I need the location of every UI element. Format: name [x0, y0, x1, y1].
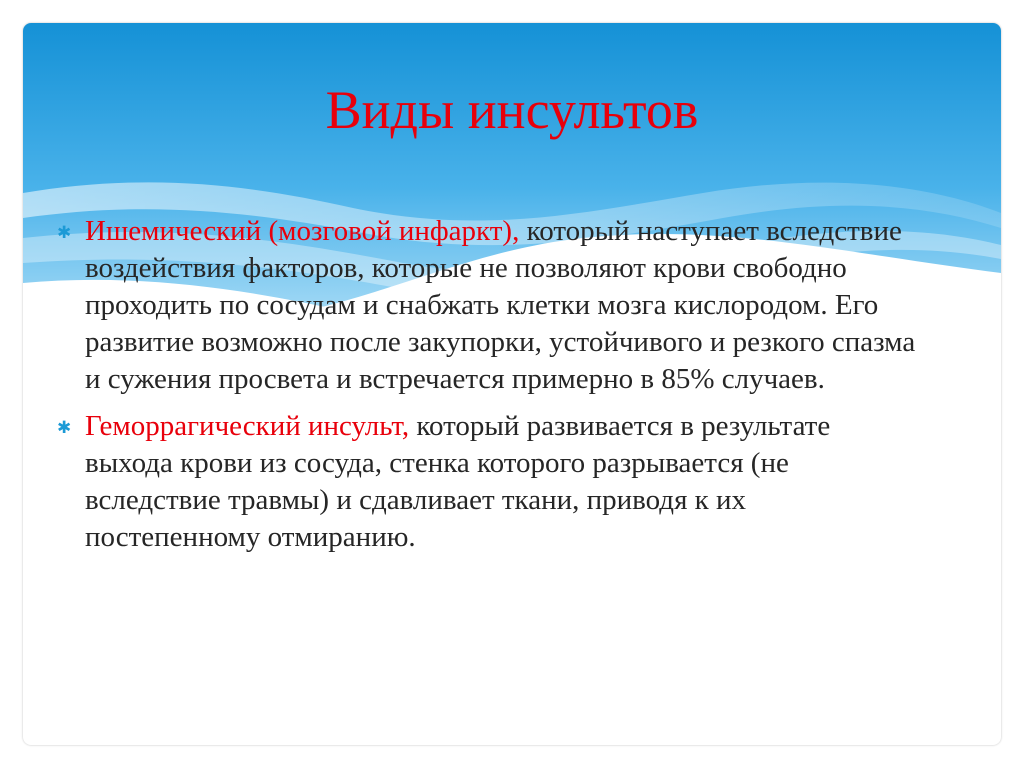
- bullet-item-hemorrhagic: [57, 408, 917, 556]
- slide: [23, 23, 1001, 745]
- bullet-term: Геморрагический инсульт,: [85, 410, 410, 442]
- star-bullet-icon: ✱: [57, 418, 72, 438]
- bullet-text: который наступает вследствие воздействия факторов, которые не позволяют крови свободно проходить по сосудам и снабжать клетки мозга кислородом. Его развитие возможно после закупорки, устойчивого и резкого спазма и сужения просвета и встречается примерно в 85% случаев.: [85, 215, 916, 395]
- star-bullet-icon: ✱: [57, 223, 72, 243]
- bullet-text: который развивается в результате выхода крови из сосуда, стенка которого разрывается (не вследствие травмы) и сдавливает ткани, приводя к их постепенному отмиранию.: [85, 410, 831, 553]
- bullet-term: Ишемический (мозговой инфаркт),: [85, 215, 520, 247]
- slide-body: [57, 213, 917, 566]
- bullet-item-ischemic: [57, 213, 917, 398]
- slide-title: Виды инсультов: [325, 80, 699, 140]
